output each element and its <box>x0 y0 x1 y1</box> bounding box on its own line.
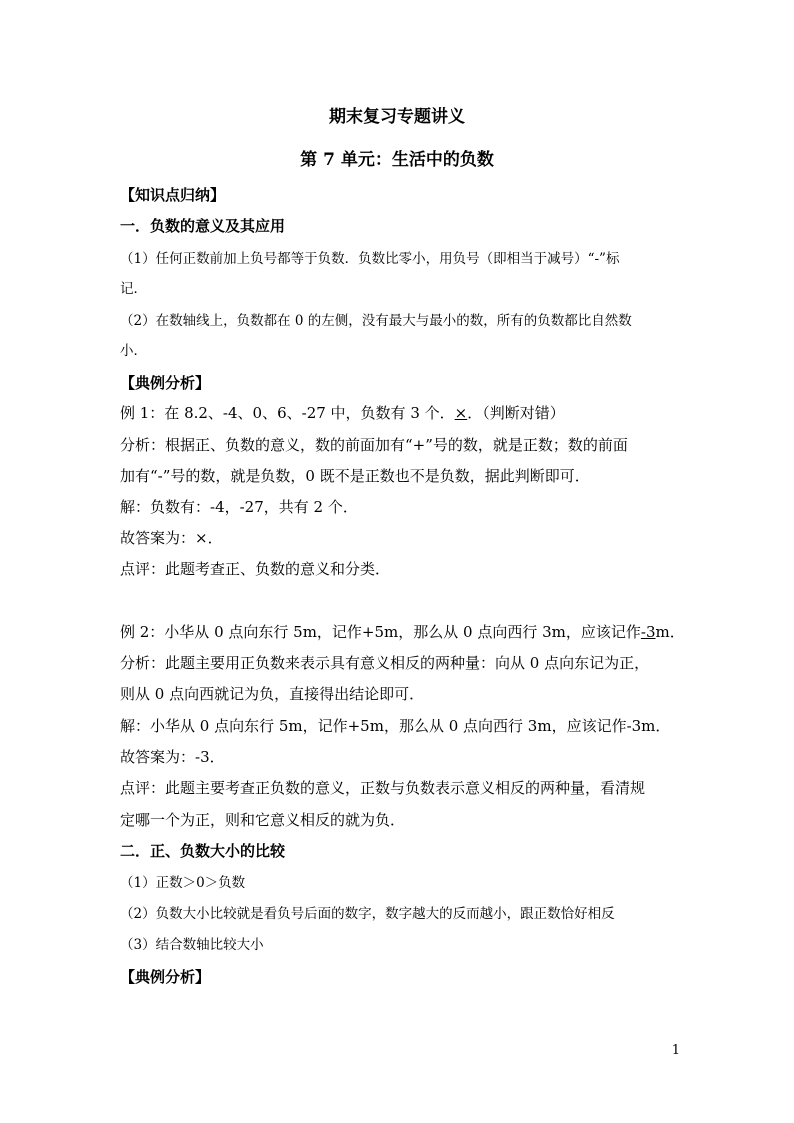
example2-comment-line2: 定哪一个为正，则和它意义相反的就为负． <box>120 811 406 829</box>
example2-answer-blank: -3 <box>640 623 656 641</box>
part1-item2-line1: （2）在数轴线上，负数都在 0 的左侧，没有最大与最小的数，所有的负数都比自然数 <box>120 313 632 329</box>
part1-item2-line2: 小． <box>120 343 147 359</box>
page-number: 1 <box>671 1043 680 1058</box>
example1-answer-blank: × <box>454 404 468 422</box>
example2-analysis-line2: 则从 0 点向西就记为负，直接得出结论即可． <box>120 685 425 703</box>
part2-item3: （3）结合数轴比较大小 <box>120 937 264 953</box>
document-subtitle: 第 7 单元：生活中的负数 <box>300 150 494 170</box>
example2-question <box>120 622 685 642</box>
example1-solution: 解：负数有：-4，-27，共有 2 个． <box>120 498 358 516</box>
part1-item1-line2: 记． <box>120 281 147 297</box>
example1-analysis-line2: 加有“-”号的数，就是负数，0 既不是正数也不是负数，据此判断即可． <box>120 467 590 485</box>
part1-item1-line1: （1）任何正数前加上负号都等于负数．负数比零小，用负号（即相当于减号）“-”标 <box>120 251 620 267</box>
example-heading-2: 【典例分析】 <box>120 968 211 986</box>
example1-analysis-line1: 分析：根据正、负数的意义，数的前面加有“+”号的数，就是正数；数的前面 <box>120 436 628 454</box>
example1-question-suffix: ．（判断对错） <box>467 404 565 422</box>
example2-question-prefix: 例 2：小华从 0 点向东行 5m，记作+5m，那么从 0 点向西行 3m，应该记作 <box>120 623 641 641</box>
example1-question-prefix: 例 1：在 8.2、-4、0、6、-27 中，负数有 3 个． <box>120 404 455 422</box>
example2-solution: 解：小华从 0 点向东行 5m，记作+5m，那么从 0 点向西行 3m，应该记作-3m． <box>120 717 671 735</box>
example2-analysis-line1: 分析：此题主要用正负数来表示具有意义相反的两种量：向从 0 点向东记为正， <box>120 654 650 672</box>
part2-item1: （1）正数＞0＞负数 <box>120 875 246 891</box>
part2-item2: （2）负数大小比较就是看负号后面的数字，数字越大的反而越小，跟正数恰好相反 <box>120 906 615 922</box>
example-heading-1: 【典例分析】 <box>120 374 211 392</box>
example1-answer: 故答案为：×． <box>120 529 223 547</box>
section-knowledge-heading: 【知识点归纳】 <box>120 186 226 204</box>
part2-heading: 二．正、负数大小的比较 <box>120 842 286 860</box>
part1-heading: 一．负数的意义及其应用 <box>120 217 286 235</box>
example1-comment: 点评：此题考查正、负数的意义和分类． <box>120 560 391 578</box>
example1-question <box>120 403 565 423</box>
example2-comment-line1: 点评：此题主要考查正负数的意义，正数与负数表示意义相反的两种量，看清规 <box>120 779 646 797</box>
example2-question-suffix: m． <box>655 623 685 641</box>
document-title: 期末复习专题讲义 <box>329 107 465 127</box>
example2-answer: 故答案为：-3． <box>120 748 225 766</box>
